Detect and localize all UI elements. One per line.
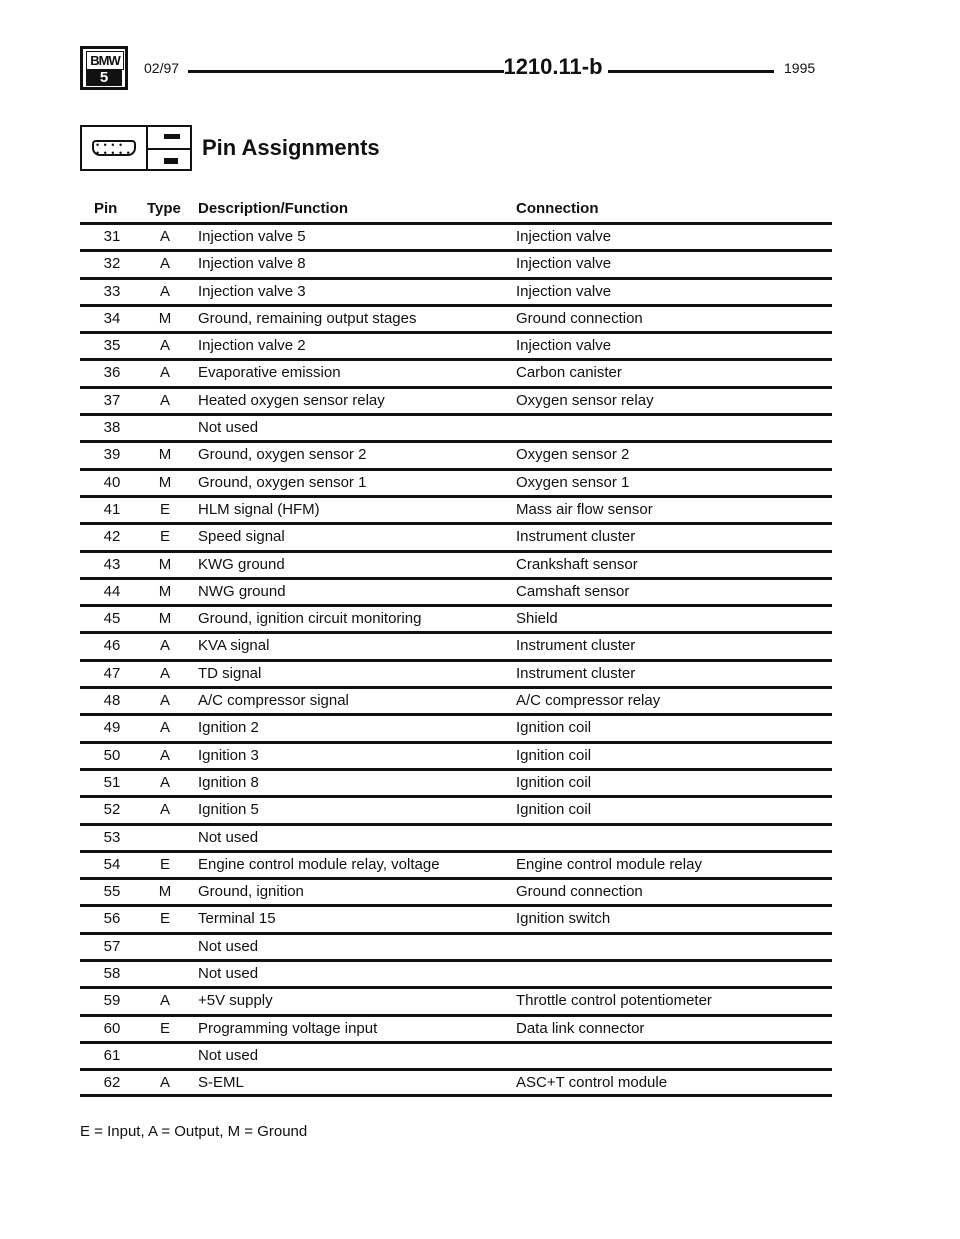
table-row [80, 495, 832, 522]
cell-pin: 42 [103, 528, 121, 546]
cell-description: Ground, ignition circuit monitoring [198, 610, 422, 628]
cell-connection: Oxygen sensor relay [516, 391, 654, 409]
cell-pin: 36 [103, 364, 121, 382]
cell-connection: Ignition coil [516, 801, 592, 819]
table-row [80, 659, 832, 686]
cell-description: Not used [198, 828, 259, 846]
cell-description: KVA signal [198, 637, 270, 655]
table-row [80, 331, 832, 358]
cell-pin: 34 [103, 309, 121, 327]
cell-description: Not used [198, 937, 259, 955]
cell-type: A [159, 364, 170, 382]
header-code: 1210.11-b [503, 54, 603, 79]
table-row [80, 932, 832, 959]
table-row [80, 686, 832, 713]
logo-top-text: BMW [86, 51, 124, 70]
cell-connection: Camshaft sensor [516, 582, 630, 600]
cell-connection: Ground connection [516, 309, 643, 327]
table-row [80, 877, 832, 904]
cell-pin: 55 [103, 883, 121, 901]
table-row [80, 713, 832, 740]
table-row [80, 959, 832, 986]
cell-description: Ground, oxygen sensor 2 [198, 446, 367, 464]
cell-connection: ASC+T control module [516, 1074, 668, 1092]
cell-connection: Instrument cluster [516, 528, 636, 546]
cell-description: Ground, ignition [198, 883, 304, 901]
legend-footnote: E = Input, A = Output, M = Ground [80, 1123, 308, 1140]
table-row [80, 850, 832, 877]
cell-connection: Instrument cluster [516, 664, 636, 682]
cell-pin: 59 [103, 992, 121, 1010]
cell-pin: 53 [103, 828, 121, 846]
table-row [80, 249, 832, 276]
cell-description: Speed signal [198, 528, 285, 546]
cell-type: A [159, 228, 170, 245]
table-row [80, 413, 832, 440]
cell-description: +5V supply [198, 992, 273, 1010]
cell-pin: 52 [103, 801, 121, 819]
cell-pin: 31 [103, 228, 121, 245]
cell-description: Ground, remaining output stages [198, 309, 417, 327]
cell-connection: A/C compressor relay [516, 692, 661, 710]
cell-pin: 58 [103, 965, 121, 983]
bmw-5-series-logo-icon [80, 46, 128, 90]
cell-description: Injection valve 2 [198, 337, 306, 355]
cell-connection: Oxygen sensor 1 [516, 473, 630, 491]
cell-description: Terminal 15 [198, 910, 276, 928]
cell-description: Injection valve 5 [198, 228, 306, 245]
cell-description: A/C compressor signal [198, 692, 349, 710]
cell-type: M [158, 582, 172, 600]
page-header [80, 46, 824, 94]
table-row [80, 550, 832, 577]
cell-description: KWG ground [198, 555, 285, 573]
cell-connection: Instrument cluster [516, 637, 636, 655]
cell-description: NWG ground [198, 582, 286, 600]
cell-pin: 37 [103, 391, 121, 409]
table-row [80, 986, 832, 1013]
cell-description: Not used [198, 1046, 259, 1064]
cell-connection: Data link connector [516, 1019, 645, 1037]
cell-connection: Injection valve [516, 255, 612, 273]
cell-type: A [159, 746, 170, 764]
table-row [80, 358, 832, 385]
cell-description: Ground, oxygen sensor 1 [198, 473, 367, 491]
cell-type: A [159, 992, 170, 1010]
cell-connection: Ground connection [516, 883, 643, 901]
cell-pin: 51 [103, 773, 121, 791]
table-header [80, 198, 832, 222]
cell-type: A [159, 719, 170, 737]
col-header-description: Description/Function [198, 200, 348, 217]
table-row [80, 1014, 832, 1041]
cell-pin: 49 [103, 719, 121, 737]
table-row [80, 386, 832, 413]
cell-description: Injection valve 8 [198, 255, 306, 273]
cell-pin: 40 [103, 473, 121, 491]
cell-description: Evaporative emission [198, 364, 341, 382]
cell-description: Heated oxygen sensor relay [198, 391, 385, 409]
table-row [80, 823, 832, 850]
cell-pin: 60 [103, 1019, 121, 1037]
table-row [80, 604, 832, 631]
cell-description: Injection valve 3 [198, 282, 306, 300]
header-rule-right [608, 70, 774, 73]
cell-pin: 54 [103, 855, 121, 873]
table-row [80, 741, 832, 768]
cell-type: M [158, 555, 172, 573]
cell-connection: Mass air flow sensor [516, 500, 653, 518]
col-header-pin: Pin [94, 200, 118, 217]
cell-type: A [159, 391, 170, 409]
table-row [80, 577, 832, 604]
col-header-connection: Connection [516, 200, 599, 217]
cell-pin: 48 [103, 692, 121, 710]
cell-pin: 39 [103, 446, 121, 464]
cell-description: Ignition 2 [198, 719, 259, 737]
pin-table [80, 222, 832, 1096]
cell-pin: 50 [103, 746, 121, 764]
cell-type: M [158, 446, 172, 464]
cell-description: Engine control module relay, voltage [198, 855, 440, 873]
cell-description: HLM signal (HFM) [198, 500, 320, 518]
table-row [80, 795, 832, 822]
cell-type: M [158, 883, 172, 901]
table-row [80, 631, 832, 658]
cell-pin: 32 [103, 255, 121, 273]
cell-connection: Shield [516, 610, 558, 628]
cell-pin: 44 [103, 582, 121, 600]
table-row [80, 468, 832, 495]
section-title: Pin Assignments [202, 135, 380, 160]
cell-type: E [159, 528, 170, 546]
pin-type-icon [146, 125, 192, 171]
cell-type: M [158, 309, 172, 327]
cell-pin: 38 [103, 419, 121, 437]
cell-type: A [159, 801, 170, 819]
cell-description: Programming voltage input [198, 1019, 378, 1037]
cell-connection: Ignition coil [516, 773, 592, 791]
logo-bottom-text: 5 [86, 70, 122, 86]
table-row [80, 768, 832, 795]
header-date: 02/97 [144, 60, 180, 76]
cell-type: A [159, 637, 170, 655]
cell-description: Ignition 8 [198, 773, 259, 791]
cell-type: M [158, 610, 172, 628]
cell-connection: Crankshaft sensor [516, 555, 638, 573]
table-row [80, 1068, 832, 1095]
cell-pin: 33 [103, 282, 121, 300]
connector-icon: • • • • • • • • • [80, 125, 148, 171]
cell-pin: 46 [103, 637, 121, 655]
cell-pin: 56 [103, 910, 121, 928]
cell-type: A [159, 282, 170, 300]
cell-type: A [159, 337, 170, 355]
cell-connection: Ignition coil [516, 719, 592, 737]
cell-pin: 61 [103, 1046, 121, 1064]
col-header-type: Type [147, 200, 181, 217]
table-row [80, 1041, 832, 1068]
table-row [80, 522, 832, 549]
cell-type: A [159, 1074, 170, 1092]
cell-pin: 45 [103, 610, 121, 628]
table-row [80, 904, 832, 931]
cell-type: A [159, 255, 170, 273]
cell-connection: Throttle control potentiometer [516, 992, 712, 1010]
table-bottom-rule [80, 1094, 832, 1097]
cell-connection: Carbon canister [516, 364, 622, 382]
cell-pin: 41 [103, 500, 121, 518]
cell-type: E [159, 910, 170, 928]
cell-description: S-EML [198, 1074, 244, 1092]
cell-pin: 47 [103, 664, 121, 682]
table-row [80, 277, 832, 304]
header-year: 1995 [784, 60, 816, 76]
cell-type: A [159, 664, 170, 682]
table-row [80, 440, 832, 467]
cell-connection: Ignition coil [516, 746, 592, 764]
cell-description: Not used [198, 965, 259, 983]
cell-connection: Injection valve [516, 337, 612, 355]
cell-pin: 57 [103, 937, 121, 955]
cell-pin: 35 [103, 337, 121, 355]
cell-type: E [159, 500, 170, 518]
cell-connection: Engine control module relay [516, 855, 702, 873]
cell-type: M [158, 473, 172, 491]
cell-type: E [159, 855, 170, 873]
cell-description: Ignition 5 [198, 801, 259, 819]
table-row [80, 222, 832, 249]
cell-connection: Injection valve [516, 282, 612, 300]
cell-pin: 62 [103, 1074, 121, 1092]
cell-connection: Ignition switch [516, 910, 611, 928]
cell-connection: Oxygen sensor 2 [516, 446, 630, 464]
cell-type: A [159, 692, 170, 710]
cell-connection: Injection valve [516, 228, 612, 245]
cell-type: E [159, 1019, 170, 1037]
cell-pin: 43 [103, 555, 121, 573]
cell-description: Not used [198, 419, 259, 437]
cell-description: TD signal [198, 664, 262, 682]
cell-description: Ignition 3 [198, 746, 259, 764]
cell-type: A [159, 773, 170, 791]
table-row [80, 304, 832, 331]
